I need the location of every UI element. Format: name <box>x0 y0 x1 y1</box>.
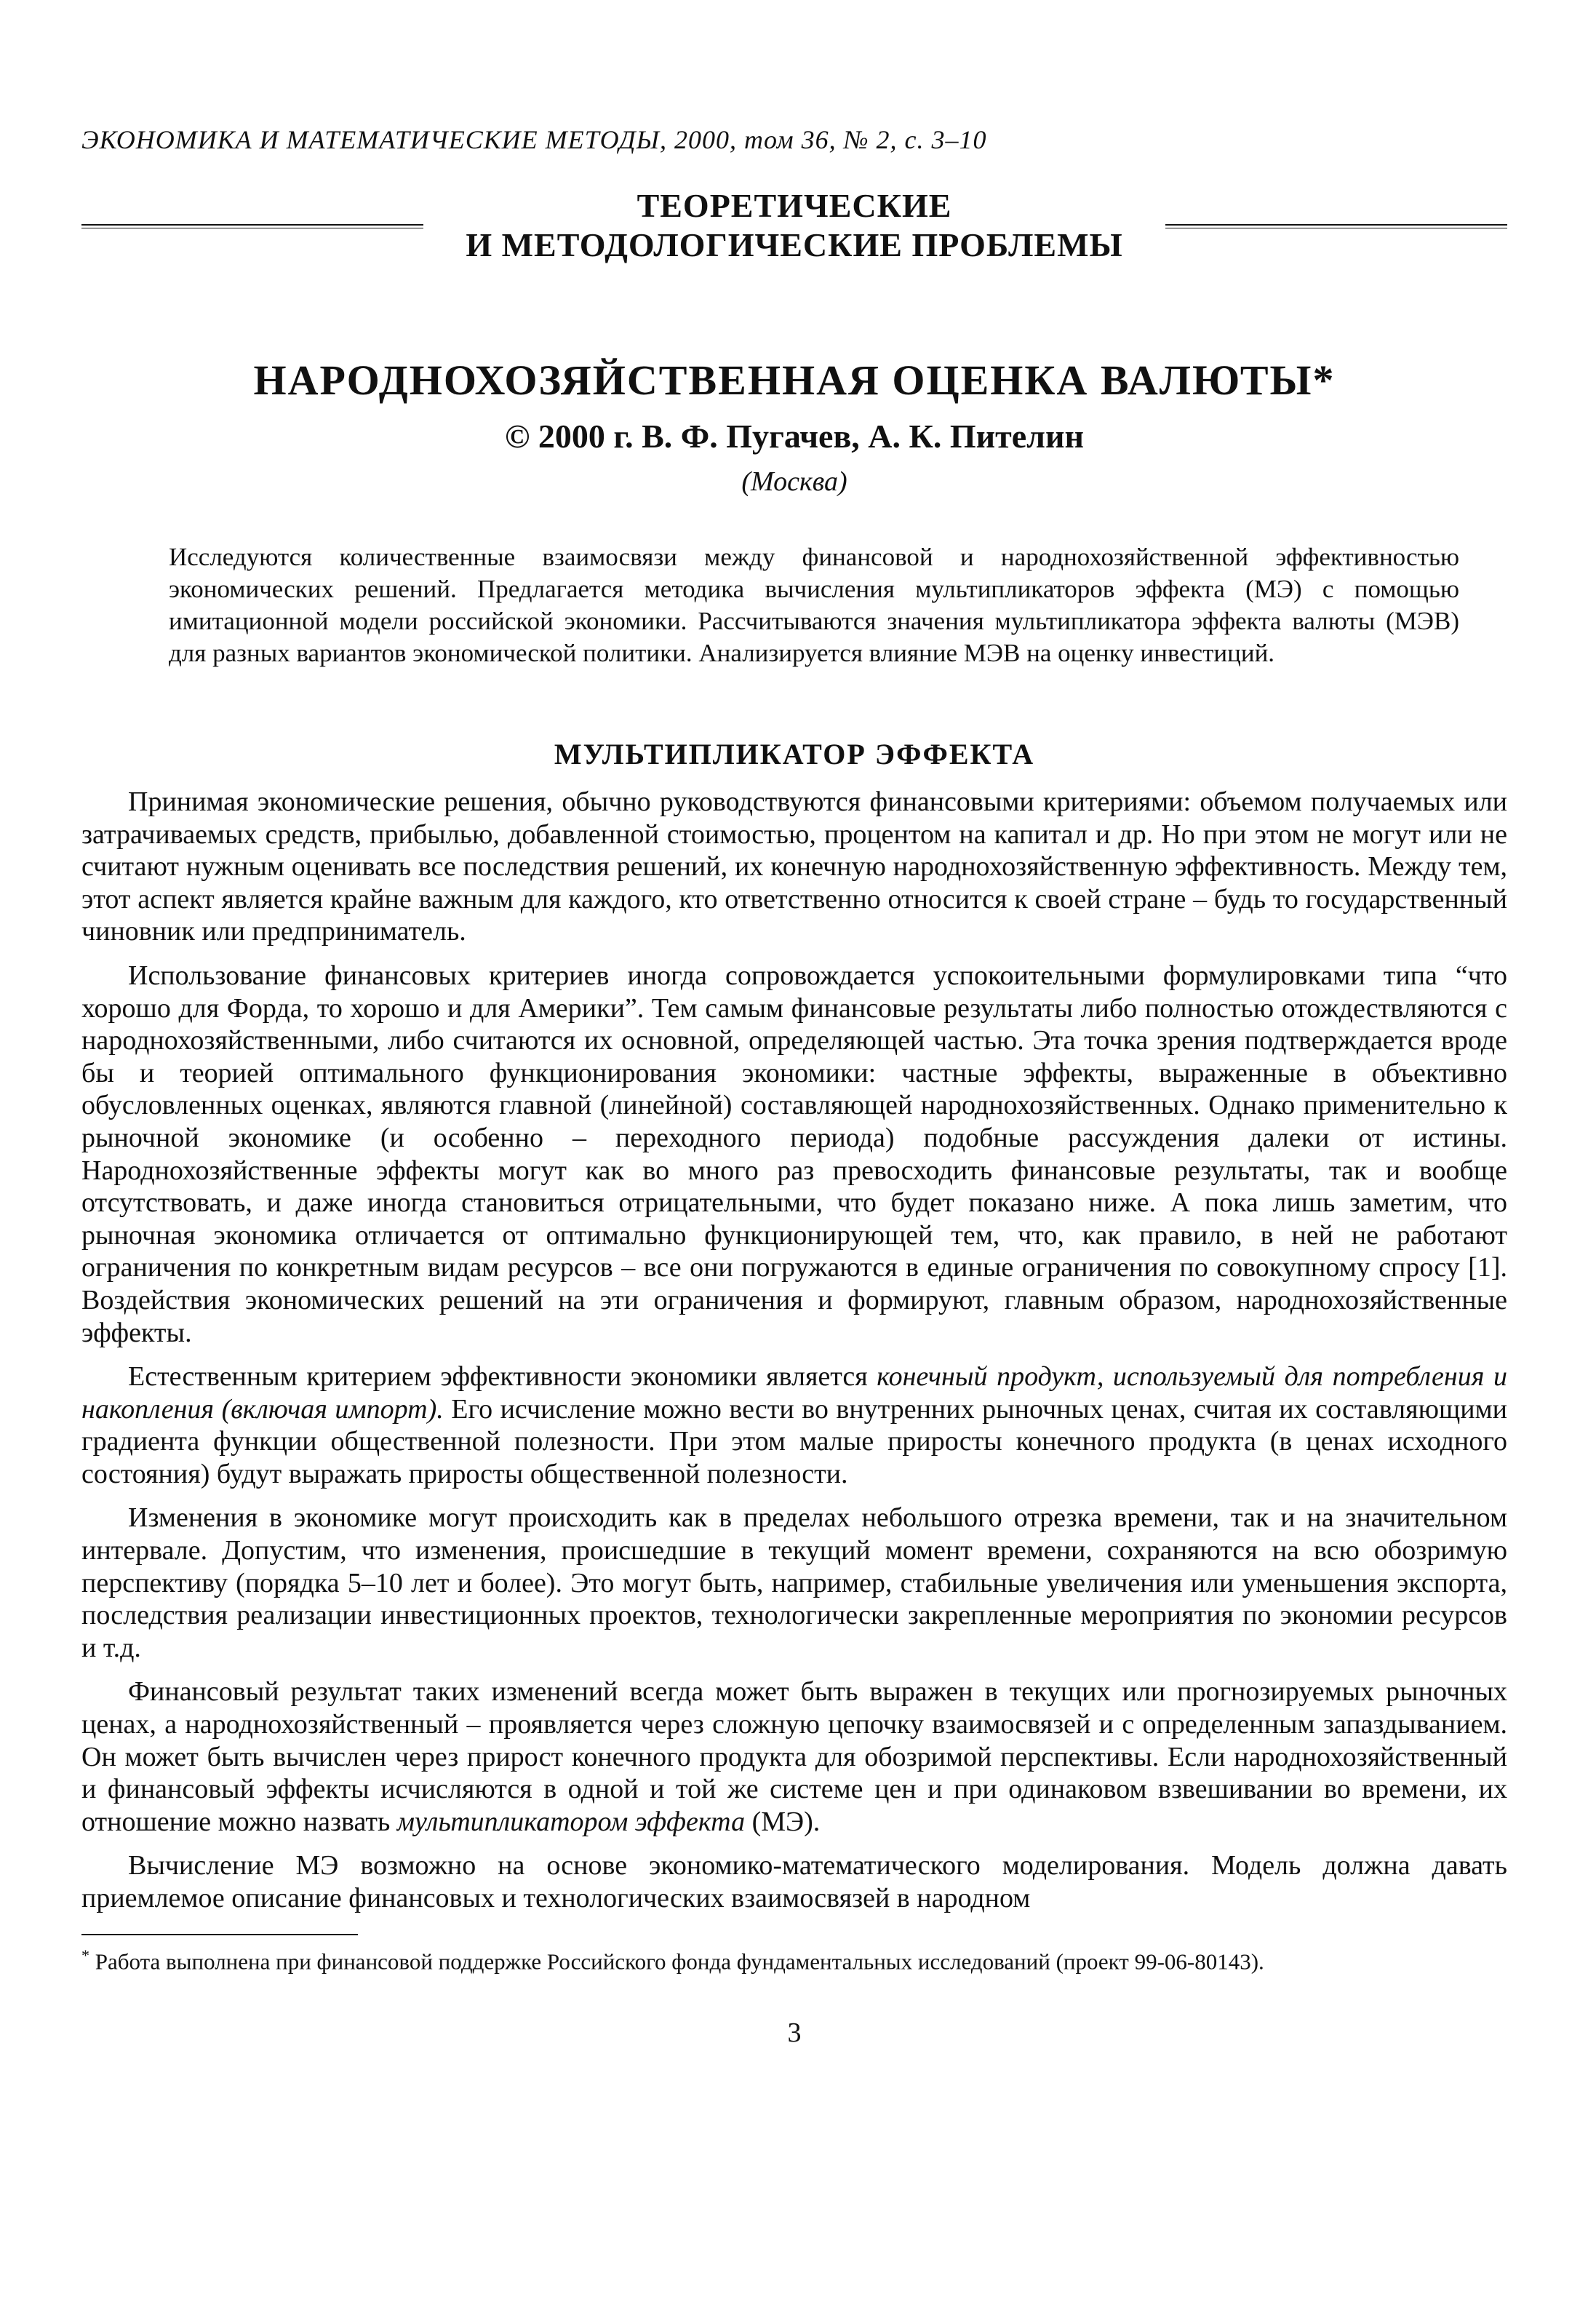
page-number: 3 <box>787 2017 802 2048</box>
paragraph-3-end: Его исчисление можно вести во внутренних рыночных ценах, считая их составляющими градиента функции общественной полезности. При этом малые приросты конечного продукта (в ценах исходного состояния) будут выражать приросты общественной полезности. <box>81 1393 1507 1489</box>
body-paragraph-3 <box>81 1361 1507 1490</box>
article-title: НАРОДНОХОЗЯЙСТВЕННАЯ ОЦЕНКА ВАЛЮТЫ* <box>253 357 1336 404</box>
footnote-text: Работа выполнена при финансовой поддержке Российского фонда фундаментальных исследований (проект 99-06-80143). <box>89 1948 1264 1974</box>
article-authors: © 2000 г. В. Ф. Пугачев, А. К. Пителин <box>505 418 1084 455</box>
paragraph-3-start: Естественным критерием эффективности экономики является <box>128 1361 877 1393</box>
paragraph-3-emphasis: конечный продукт, используемый для потребления и накопления (включая импорт). <box>81 1361 1507 1425</box>
section-heading: МУЛЬТИПЛИКАТОР ЭФФЕКТА <box>554 738 1035 770</box>
body-paragraph-2: Использование финансовых критериев иногда сопровождается успокоительными формулировками типа “что хорошо для Форда, то хорошо и для Америки”. Тем самым финансовые результаты либо полностью отождествляются с народнохозяйственными, либо считаются их основной, определяющей частью. Эта точка зрения подтверждается вроде бы и теорией оптимального функционирования экономики: частные эффекты, выраженные в объективно обусловленных оценках, являются главной (линейной) составляющей народнохозяйственных. Однако применительно к рыночной экономике (и особенно – переходного периода) подобные рассуждения далеки от истины. Народнохозяйственные эффекты могут как во много раз превосходить финансовые результаты, так и вообще отсутствовать, и даже иногда становиться отрицательными, что будет показано ниже. А пока лишь заметим, что рыночная экономика отличается от оптимально функционирующей тем, что, как правило, в ней не работают ограничения по конкретным видам ресурсов – все они погружаются в единые ограничения по совокупному спросу [1]. Воздействия экономических решений на эти ограничения и формируют, главным образом, народнохозяйственные эффекты. <box>81 960 1507 1348</box>
footnote-mark: * <box>81 1945 89 1964</box>
paragraph-5-start: Финансовый результат таких изменений всегда может быть выражен в текущих или прогнозируемых рыночных ценах, а народнохозяйственный – проявляется через сложную цепочку взаимосвязей и с определенным запаздыванием. Он может быть вычислен через прирост конечного продукта для обозримой перспективы. Если народнохозяйственный и финансовый эффекты исчисляются в одной и той же системе цен и при одинаковом взвешивании во времени, их отношение можно назвать <box>81 1676 1507 1837</box>
footnote-rule <box>81 1934 358 1935</box>
paragraph-5-end: (МЭ). <box>745 1806 821 1837</box>
paragraph-5-emphasis: мультипликатором эффекта <box>396 1806 746 1837</box>
section-banner-line1: ТЕОРЕТИЧЕСКИЕ <box>637 187 952 224</box>
article-city: (Москва) <box>741 466 847 497</box>
body-paragraph-1: Принимая экономические решения, обычно руководствуются финансовыми критериями: объемом получаемых или затрачиваемых средств, прибылью, добавленной стоимостью, процентом на капитал и др. Но при этом не могут или не считают нужным оценивать все последствия решений, их конечную народнохозяйственную эффективность. Между тем, этот аспект является крайне важным для каждого, кто ответственно относится к своей стране – будь то государственный чиновник или предприниматель. <box>81 786 1507 947</box>
section-banner-line2: И МЕТОДОЛОГИЧЕСКИЕ ПРОБЛЕМЫ <box>466 226 1123 263</box>
article-abstract: Исследуются количественные взаимосвязи между финансовой и народнохозяйственной эффективностью экономических решений. Предлагается методика вычисления мультипликаторов эффекта (МЭ) с помощью имитационной модели российской экономики. Рассчитываются значения мультипликатора эффекта валюты (МЭВ) для разных вариантов экономической политики. Анализируется влияние МЭВ на оценку инвестиций. <box>169 543 1459 667</box>
body-paragraph-6: Вычисление МЭ возможно на основе экономико-математического моделирования. Модель должна давать приемлемое описание финансовых и технологических взаимосвязей в народном <box>81 1850 1507 1913</box>
body-paragraph-5 <box>81 1676 1507 1838</box>
journal-page <box>81 124 1507 2049</box>
footnote <box>81 1941 1507 1976</box>
journal-citation: ЭКОНОМИКА И МАТЕМАТИЧЕСКИЕ МЕТОДЫ, 2000, том 36, № 2, с. 3–10 <box>81 125 987 154</box>
section-banner <box>81 186 1507 266</box>
body-paragraph-4: Изменения в экономике могут происходить как в пределах небольшого отрезка времени, так и на значительном интервале. Допустим, что изменения, происшедшие в текущий момент времени, сохраняются на всю обозримую перспективу (порядка 5–10 лет и более). Это могут быть, например, стабильные увеличения или уменьшения экспорта, последствия реализации инвестиционных проектов, технологически закрепленные мероприятия по экономии ресурсов и т.д. <box>81 1502 1507 1663</box>
